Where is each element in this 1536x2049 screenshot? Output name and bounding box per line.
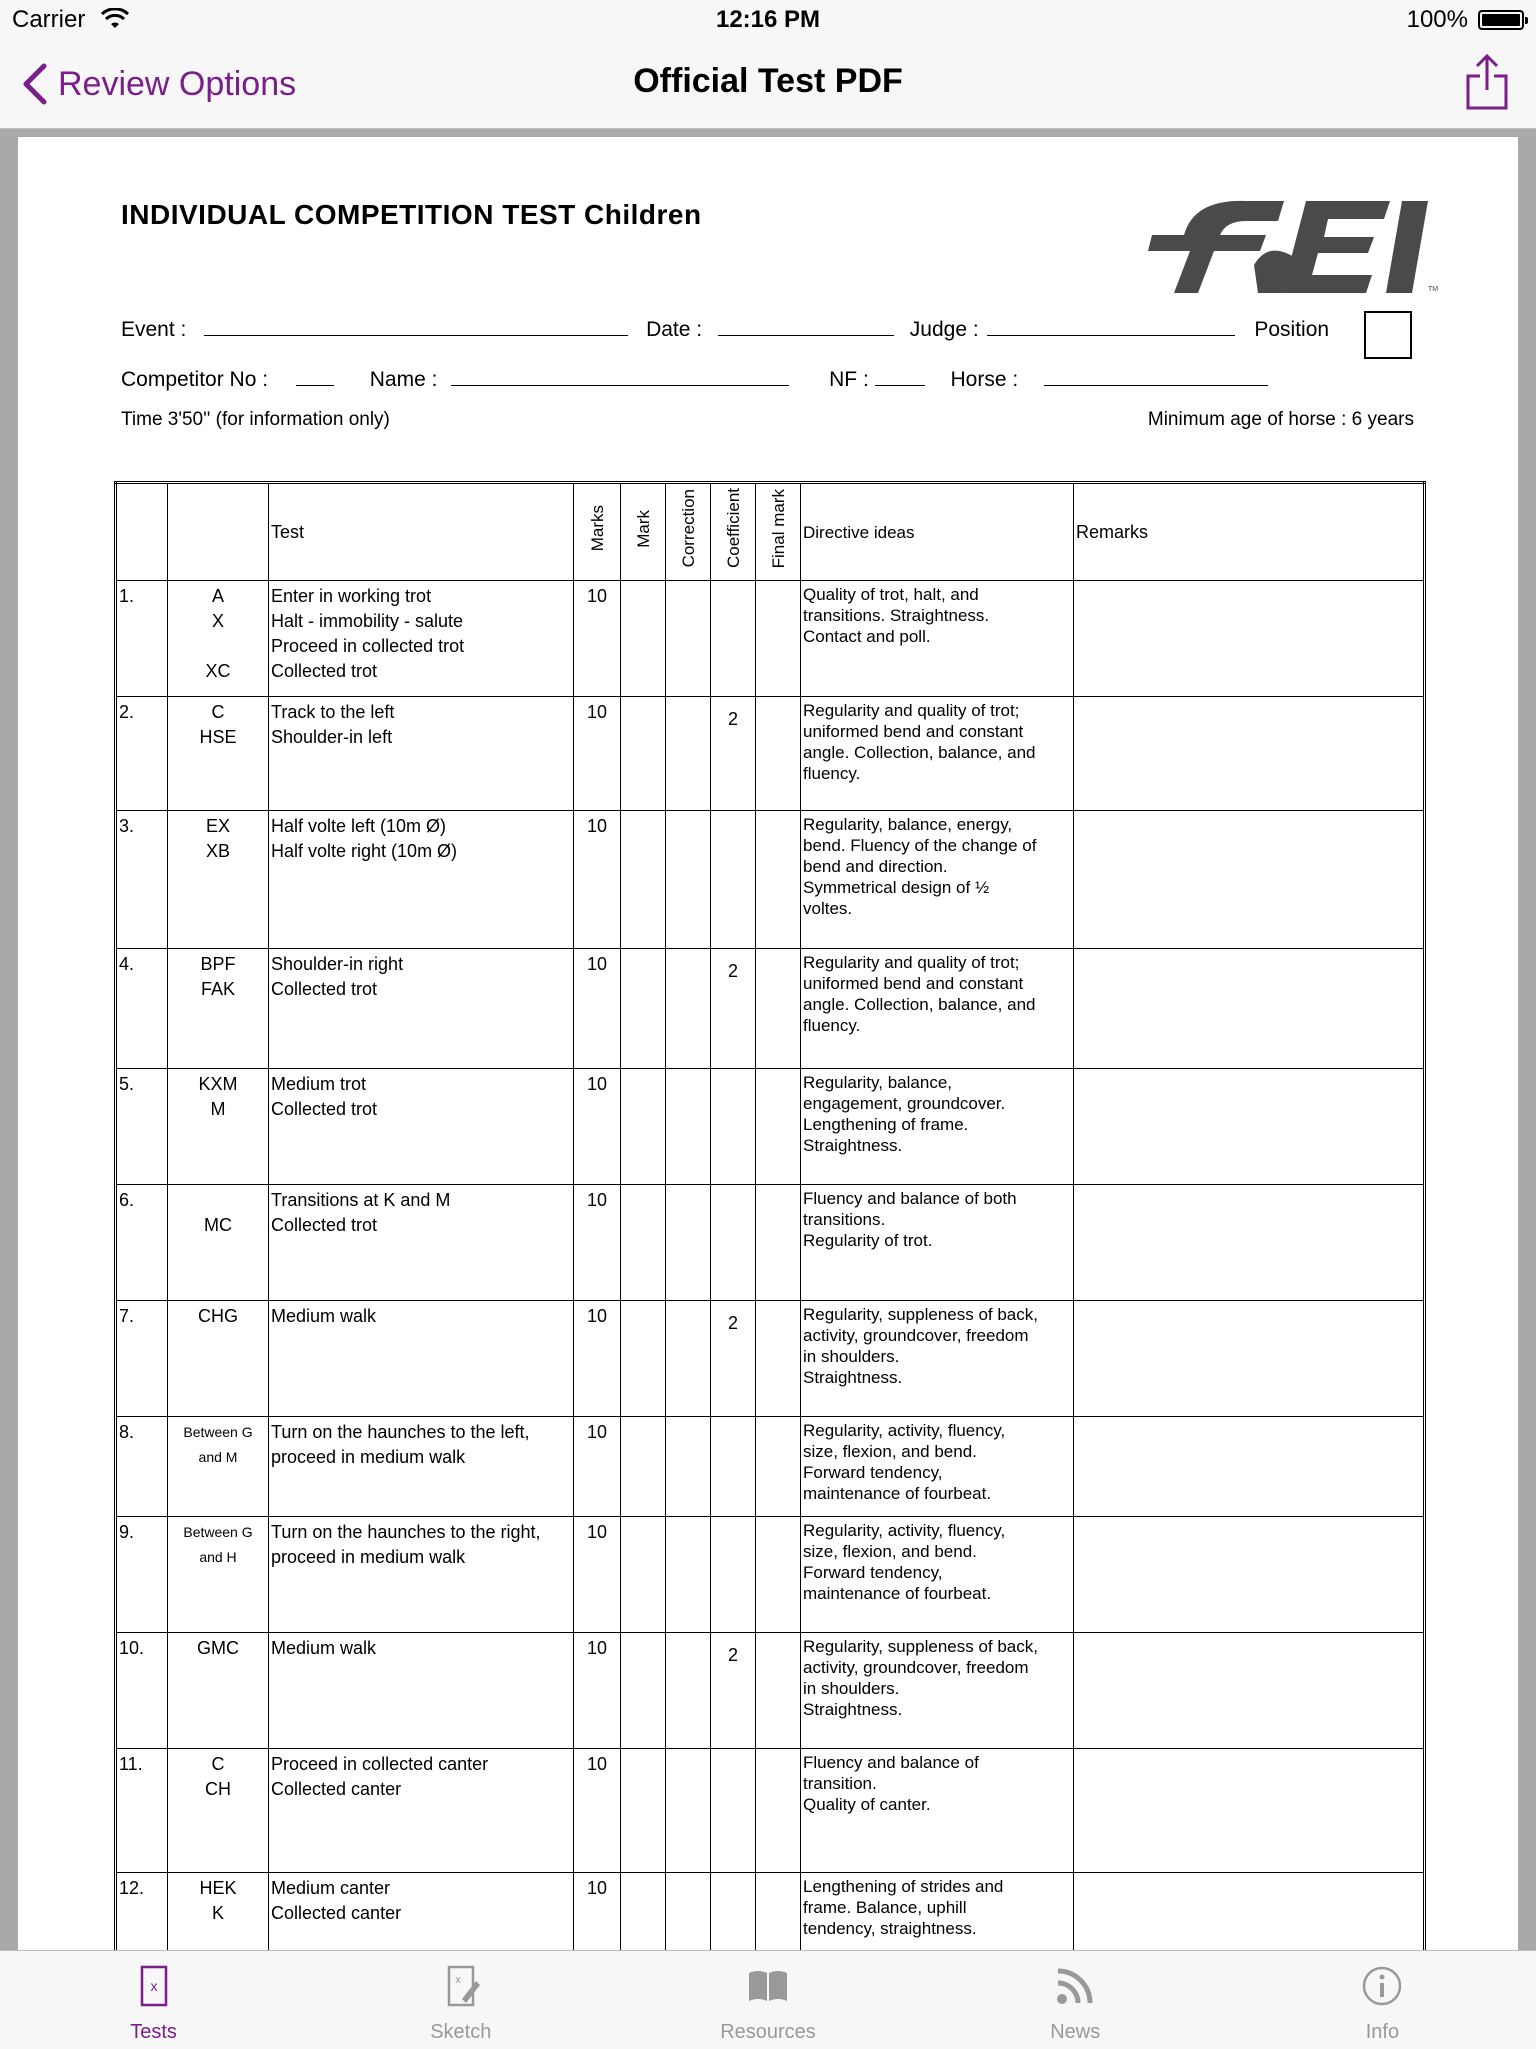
directive-line: transition. <box>803 1774 877 1793</box>
directive-text <box>801 1069 1074 1185</box>
marks-cell: 10 <box>574 1517 621 1633</box>
header-coefficient-label: Coefficient <box>723 488 743 569</box>
letter-line: Between G and M <box>183 1424 253 1465</box>
table-header-row <box>116 483 1425 581</box>
movement-line: Collected trot <box>271 1099 378 1119</box>
letter-line: FAK <box>200 979 235 999</box>
directive-line: Fluency and balance of <box>803 1753 979 1772</box>
directive-line: tendency, straightness. <box>803 1919 977 1938</box>
row-number: 9. <box>116 1517 168 1633</box>
directive-line: transitions. Straightness. <box>803 606 990 625</box>
header-mark-label: Mark <box>633 509 653 548</box>
mark-cell[interactable] <box>621 697 666 811</box>
letter-line: KXM <box>198 1074 238 1094</box>
final-mark-cell[interactable] <box>756 1185 801 1301</box>
marks-cell: 10 <box>574 811 621 949</box>
nf-label: NF : <box>829 368 869 391</box>
row-number: 7. <box>116 1301 168 1417</box>
final-mark-cell[interactable] <box>756 581 801 697</box>
directive-text <box>801 811 1074 949</box>
movement-line: Medium walk <box>271 1306 377 1326</box>
pdf-page <box>18 137 1518 1950</box>
remarks-cell[interactable] <box>1074 811 1425 949</box>
event-label: Event : <box>121 318 187 341</box>
document-title: INDIVIDUAL COMPETITION TEST Children <box>121 199 702 230</box>
marks-cell: 10 <box>574 1417 621 1517</box>
table-row <box>116 1517 1425 1633</box>
tab-resources[interactable] <box>614 1951 921 2049</box>
movement-line: Medium canter <box>271 1878 391 1898</box>
remarks-cell[interactable] <box>1074 1873 1425 1951</box>
directive-line: Straightness. <box>803 1136 903 1155</box>
table-row <box>116 1873 1425 1951</box>
header-letters <box>168 483 269 581</box>
table-row <box>116 697 1425 811</box>
table-row <box>116 1633 1425 1749</box>
directive-line: Regularity and quality of trot; <box>803 701 1020 720</box>
mark-cell[interactable] <box>621 949 666 1069</box>
directive-line: Lengthening of strides and <box>803 1877 1004 1896</box>
movement-text <box>269 697 574 811</box>
directive-line: uniformed bend and constant <box>803 722 1024 741</box>
movement-text <box>269 1417 574 1517</box>
letter-line: CHG <box>198 1306 238 1326</box>
final-mark-cell[interactable] <box>756 1517 801 1633</box>
marks-cell: 10 <box>574 949 621 1069</box>
movement-line: Collected trot <box>271 1215 378 1235</box>
movement-line: proceed in medium walk <box>271 1447 466 1467</box>
header-coefficient <box>711 483 756 581</box>
battery-percent: 100% <box>1406 6 1468 33</box>
header-final-mark-label: Final mark <box>768 488 788 569</box>
movement-line: Proceed in collected canter <box>271 1754 489 1774</box>
remarks-cell[interactable] <box>1074 581 1425 697</box>
min-age-info: Minimum age of horse : 6 years <box>1147 409 1414 430</box>
tab-sketch-label: Sketch <box>430 2021 492 2043</box>
arena-letters <box>168 1185 269 1301</box>
row-number: 6. <box>116 1185 168 1301</box>
rss-icon <box>1052 1963 1098 2009</box>
header-final-mark <box>756 483 801 581</box>
row-number: 11. <box>116 1749 168 1873</box>
header-mark <box>621 483 666 581</box>
coefficient-cell <box>711 811 756 949</box>
letter-line: C <box>211 702 225 722</box>
coefficient-cell <box>711 1069 756 1185</box>
arena-letters <box>168 581 269 697</box>
directive-line: Straightness. <box>803 1700 903 1719</box>
row-number: 8. <box>116 1417 168 1517</box>
movement-text <box>269 811 574 949</box>
fei-logo <box>1146 195 1446 295</box>
movement-line: Collected canter <box>271 1779 402 1799</box>
directive-line: Regularity, suppleness of back, <box>803 1637 1038 1656</box>
mark-cell[interactable] <box>621 1417 666 1517</box>
remarks-cell[interactable] <box>1074 1185 1425 1301</box>
time-info: Time 3'50'' (for information only) <box>121 409 390 430</box>
directive-line: Regularity and quality of trot; <box>803 953 1020 972</box>
date-line[interactable] <box>718 315 894 336</box>
arena-letters <box>168 811 269 949</box>
header-correction-label: Correction <box>678 489 698 568</box>
arena-letters <box>168 697 269 811</box>
directive-line: uniformed bend and constant <box>803 974 1024 993</box>
directive-text <box>801 1301 1074 1417</box>
directive-text <box>801 581 1074 697</box>
clock: 12:16 PM <box>715 6 821 33</box>
directive-line: size, flexion, and bend. <box>803 1442 977 1461</box>
movement-text <box>269 1873 574 1951</box>
correction-cell[interactable] <box>666 811 711 949</box>
correction-cell[interactable] <box>666 1873 711 1951</box>
coefficient-cell: 2 <box>711 697 756 811</box>
share-icon[interactable] <box>1462 52 1512 114</box>
directive-line: engagement, groundcover. <box>803 1094 1006 1113</box>
movement-line: Collected canter <box>271 1903 402 1923</box>
letter-line: GMC <box>197 1638 239 1658</box>
row-number: 10. <box>116 1633 168 1749</box>
movement-line: Collected trot <box>271 979 378 999</box>
letter-line: EX <box>205 816 230 836</box>
remarks-cell[interactable] <box>1074 1633 1425 1749</box>
coefficient-cell <box>711 1417 756 1517</box>
directive-line: Quality of trot, halt, and <box>803 585 979 604</box>
remarks-cell[interactable] <box>1074 949 1425 1069</box>
remarks-cell[interactable] <box>1074 1749 1425 1873</box>
header-remarks: Remarks <box>1074 483 1425 581</box>
movement-line: Proceed in collected trot <box>271 636 465 656</box>
directive-line: Regularity, balance, energy, <box>803 815 1013 834</box>
header-correction <box>666 483 711 581</box>
letter-line: A <box>211 586 224 606</box>
header-test: Test <box>269 483 574 581</box>
letter-line <box>170 634 266 659</box>
name-label: Name : <box>369 368 438 391</box>
svg-text:x: x <box>455 1974 461 1986</box>
final-mark-cell[interactable] <box>756 697 801 811</box>
movement-line: Medium walk <box>271 1638 377 1658</box>
movement-text <box>269 1069 574 1185</box>
marks-cell: 10 <box>574 1633 621 1749</box>
correction-cell[interactable] <box>666 949 711 1069</box>
competitor-no-label: Competitor No : <box>121 368 269 391</box>
test-table <box>114 481 1426 1950</box>
directive-line: Regularity, suppleness of back, <box>803 1305 1038 1324</box>
mark-cell[interactable] <box>621 1517 666 1633</box>
battery-icon <box>1478 10 1524 30</box>
directive-text <box>801 1633 1074 1749</box>
movement-line: proceed in medium walk <box>271 1547 466 1567</box>
directive-line: activity, groundcover, freedom <box>803 1326 1029 1345</box>
final-mark-cell[interactable] <box>756 1417 801 1517</box>
marks-cell: 10 <box>574 1069 621 1185</box>
letter-line: M <box>210 1099 226 1119</box>
header-marks-label: Marks <box>587 505 607 552</box>
directive-line: Regularity, activity, fluency, <box>803 1521 1006 1540</box>
navigation-bar <box>0 40 1536 129</box>
final-mark-cell[interactable] <box>756 1301 801 1417</box>
marks-cell: 10 <box>574 581 621 697</box>
table-row <box>116 1301 1425 1417</box>
directive-line: Regularity, activity, fluency, <box>803 1421 1006 1440</box>
directive-line: maintenance of fourbeat. <box>803 1584 992 1603</box>
final-mark-cell[interactable] <box>756 811 801 949</box>
tab-info-label: Info <box>1365 2021 1400 2043</box>
marks-cell: 10 <box>574 1749 621 1873</box>
pdf-viewer[interactable] <box>0 129 1536 1950</box>
final-mark-cell[interactable] <box>756 1069 801 1185</box>
directive-line: Symmetrical design of ½ <box>803 878 990 897</box>
final-mark-cell[interactable] <box>756 1633 801 1749</box>
mark-cell[interactable] <box>621 1185 666 1301</box>
directive-line: transitions. <box>803 1210 886 1229</box>
arena-letters <box>168 949 269 1069</box>
directive-line: in shoulders. <box>803 1679 900 1698</box>
arena-letters <box>168 1069 269 1185</box>
movement-line: Shoulder-in right <box>271 954 404 974</box>
competitor-no-line[interactable] <box>296 365 334 386</box>
coefficient-cell <box>711 1749 756 1873</box>
table-row <box>116 1185 1425 1301</box>
directive-line: Contact and poll. <box>803 627 931 646</box>
letter-line: XC <box>205 661 231 681</box>
mark-cell[interactable] <box>621 1301 666 1417</box>
directive-line: fluency. <box>803 764 861 783</box>
marks-cell: 10 <box>574 1873 621 1951</box>
movement-line: Transitions at K and M <box>271 1190 451 1210</box>
directive-text <box>801 1185 1074 1301</box>
coefficient-cell <box>711 581 756 697</box>
directive-line: size, flexion, and bend. <box>803 1542 977 1561</box>
correction-cell[interactable] <box>666 1417 711 1517</box>
final-mark-cell[interactable] <box>756 1873 801 1951</box>
book-icon <box>745 1963 791 2009</box>
tab-resources-label: Resources <box>720 2021 816 2043</box>
marks-cell: 10 <box>574 1301 621 1417</box>
directive-line: Regularity of trot. <box>803 1231 933 1250</box>
movement-line: Halt - immobility - salute <box>271 611 464 631</box>
movement-text <box>269 1301 574 1417</box>
directive-line: Straightness. <box>803 1368 903 1387</box>
letter-line: XB <box>205 841 230 861</box>
row-number: 12. <box>116 1873 168 1951</box>
directive-line: in shoulders. <box>803 1347 900 1366</box>
directive-line: Regularity, balance, <box>803 1073 952 1092</box>
letter-line <box>170 1188 266 1213</box>
correction-cell[interactable] <box>666 1749 711 1873</box>
letter-line: BPF <box>200 954 236 974</box>
mark-cell[interactable] <box>621 811 666 949</box>
marks-cell: 10 <box>574 1185 621 1301</box>
directive-text <box>801 1873 1074 1951</box>
movement-text <box>269 1633 574 1749</box>
directive-line: angle. Collection, balance, and <box>803 995 1036 1014</box>
movement-line: Shoulder-in left <box>271 727 393 747</box>
marks-cell: 10 <box>574 697 621 811</box>
movement-text <box>269 949 574 1069</box>
movement-line: Enter in working trot <box>271 586 432 606</box>
sketch-icon <box>438 1963 484 2009</box>
table-row <box>116 581 1425 697</box>
row-number: 1. <box>116 581 168 697</box>
judge-line[interactable] <box>987 315 1235 336</box>
row-number: 5. <box>116 1069 168 1185</box>
tab-tests-label: Tests <box>130 2021 177 2043</box>
directive-text <box>801 949 1074 1069</box>
header-directive: Directive ideas <box>801 483 1074 581</box>
movement-line: Turn on the haunches to the left, <box>271 1422 530 1442</box>
directive-line: Lengthening of frame. <box>803 1115 969 1134</box>
letter-line: HEK <box>199 1878 237 1898</box>
name-line[interactable] <box>451 365 789 386</box>
tab-tests[interactable] <box>0 1951 307 2049</box>
arena-letters <box>168 1301 269 1417</box>
tab-info[interactable] <box>1229 1951 1536 2049</box>
row-number: 2. <box>116 697 168 811</box>
horse-label: Horse : <box>950 368 1019 391</box>
correction-cell[interactable] <box>666 1069 711 1185</box>
movement-line: Turn on the haunches to the right, <box>271 1522 541 1542</box>
movement-line: Half volte right (10m Ø) <box>271 841 458 861</box>
carrier-label: Carrier <box>12 6 86 33</box>
final-mark-cell[interactable] <box>756 1749 801 1873</box>
correction-cell[interactable] <box>666 697 711 811</box>
movement-text <box>269 1517 574 1633</box>
arena-letters <box>168 1517 269 1633</box>
arena-letters <box>168 1417 269 1517</box>
directive-text <box>801 697 1074 811</box>
directive-line: activity, groundcover, freedom <box>803 1658 1029 1677</box>
directive-line: Fluency and balance of both <box>803 1189 1017 1208</box>
competitor-row <box>121 365 1268 392</box>
date-label: Date : <box>646 318 703 341</box>
coefficient-cell: 2 <box>711 1301 756 1417</box>
remarks-cell[interactable] <box>1074 1301 1425 1417</box>
event-line[interactable] <box>204 315 628 336</box>
remarks-cell[interactable] <box>1074 697 1425 811</box>
mark-cell[interactable] <box>621 1749 666 1873</box>
letter-line: K <box>211 1903 224 1923</box>
row-number: 4. <box>116 949 168 1069</box>
mark-cell[interactable] <box>621 1069 666 1185</box>
directive-text <box>801 1749 1074 1873</box>
movement-line: Collected trot <box>271 661 378 681</box>
coefficient-cell: 2 <box>711 1633 756 1749</box>
correction-cell[interactable] <box>666 1301 711 1417</box>
coefficient-cell: 2 <box>711 949 756 1069</box>
info-icon <box>1359 1963 1405 2009</box>
directive-line: bend and direction. <box>803 857 948 876</box>
table-row <box>116 1417 1425 1517</box>
nf-line[interactable] <box>875 365 925 386</box>
arena-letters <box>168 1633 269 1749</box>
directive-line: angle. Collection, balance, and <box>803 743 1036 762</box>
directive-line: Forward tendency, <box>803 1563 943 1582</box>
status-bar <box>0 0 1536 40</box>
page-title: Official Test PDF <box>633 62 903 100</box>
directive-line: maintenance of fourbeat. <box>803 1484 992 1503</box>
letter-line: MC <box>204 1215 232 1235</box>
position-label: Position <box>1254 318 1330 341</box>
tab-news[interactable] <box>922 1951 1229 2049</box>
header-marks <box>574 483 621 581</box>
movement-line: Track to the left <box>271 702 395 722</box>
table-row <box>116 949 1425 1069</box>
letter-line: Between G and H <box>183 1524 253 1565</box>
back-button-label: Review Options <box>58 64 297 103</box>
correction-cell[interactable] <box>666 581 711 697</box>
letter-line: X <box>211 611 224 631</box>
remarks-cell[interactable] <box>1074 1417 1425 1517</box>
horse-line[interactable] <box>1044 365 1268 386</box>
tab-bar <box>0 1950 1536 2049</box>
table-row <box>116 1749 1425 1873</box>
directive-line: frame. Balance, uphill <box>803 1898 967 1917</box>
directive-text <box>801 1517 1074 1633</box>
mark-cell[interactable] <box>621 1873 666 1951</box>
mark-cell[interactable] <box>621 581 666 697</box>
correction-cell[interactable] <box>666 1185 711 1301</box>
final-mark-cell[interactable] <box>756 949 801 1069</box>
letter-line: CH <box>205 1779 231 1799</box>
movement-line: Half volte left (10m Ø) <box>271 816 447 836</box>
remarks-cell[interactable] <box>1074 1517 1425 1633</box>
tab-news-label: News <box>1050 2021 1101 2043</box>
tests-icon <box>131 1963 177 2009</box>
correction-cell[interactable] <box>666 1633 711 1749</box>
arena-letters <box>168 1749 269 1873</box>
movement-text <box>269 1185 574 1301</box>
coefficient-cell <box>711 1517 756 1633</box>
directive-line: Quality of canter. <box>803 1795 931 1814</box>
letter-line: HSE <box>199 727 237 747</box>
correction-cell[interactable] <box>666 1517 711 1633</box>
directive-text <box>801 1417 1074 1517</box>
table-row <box>116 811 1425 949</box>
position-box[interactable] <box>1364 311 1412 359</box>
directive-line: fluency. <box>803 1016 861 1035</box>
directive-line: bend. Fluency of the change of <box>803 836 1037 855</box>
event-row <box>121 315 1329 342</box>
movement-line: Medium trot <box>271 1074 367 1094</box>
letter-line: C <box>211 1754 225 1774</box>
judge-label: Judge : <box>909 318 979 341</box>
coefficient-cell <box>711 1185 756 1301</box>
movement-text <box>269 1749 574 1873</box>
coefficient-cell <box>711 1873 756 1951</box>
directive-line: Forward tendency, <box>803 1463 943 1482</box>
remarks-cell[interactable] <box>1074 1069 1425 1185</box>
row-number: 3. <box>116 811 168 949</box>
table-row <box>116 1069 1425 1185</box>
arena-letters <box>168 1873 269 1951</box>
svg-text:x: x <box>150 1978 158 1994</box>
svg-text:TM: TM <box>1428 286 1439 293</box>
directive-line: voltes. <box>803 899 853 918</box>
mark-cell[interactable] <box>621 1633 666 1749</box>
tab-sketch[interactable] <box>307 1951 614 2049</box>
movement-text <box>269 581 574 697</box>
header-number <box>116 483 168 581</box>
